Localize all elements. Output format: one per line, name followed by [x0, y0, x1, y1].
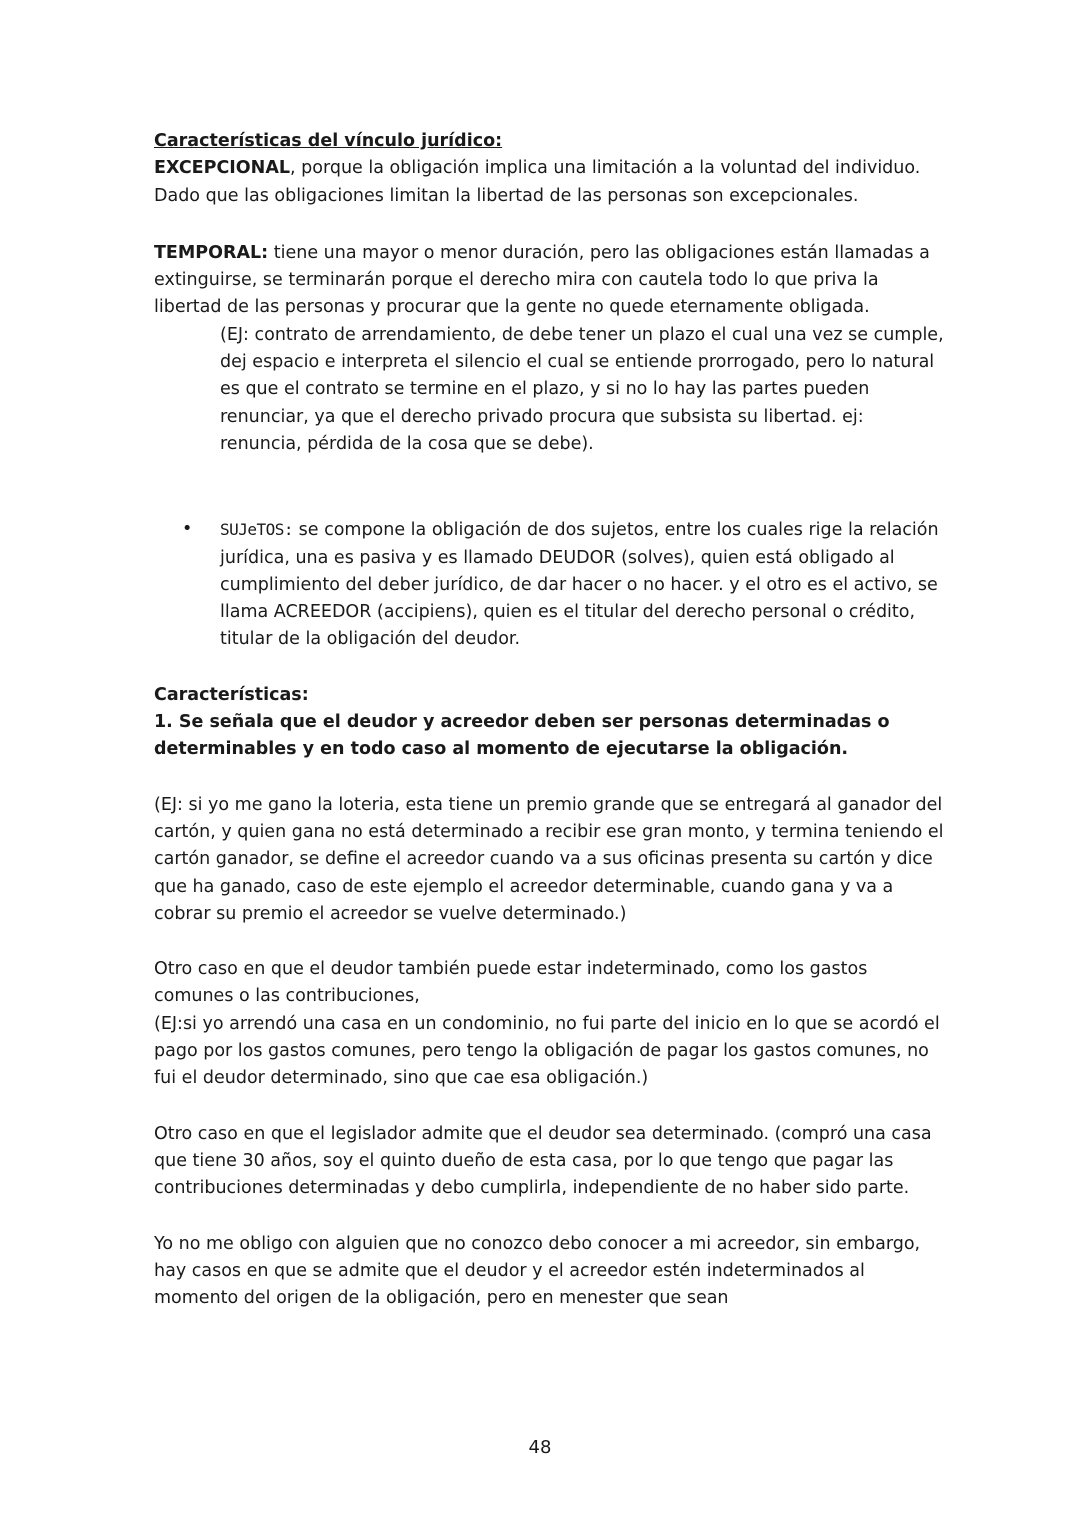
section-heading-caracteristicas: Características: — [154, 684, 309, 705]
section-heading-vinculo: Características del vínculo jurídico: — [154, 131, 503, 151]
bullet-icon: • — [182, 519, 193, 540]
term-temporal: TEMPORAL: — [154, 242, 269, 263]
example-condominio: (EJ:si yo arrendó una casa en un condominio, no fui parte del inicio en lo que se acordó el pago por los gastos comunes, pero tengo la obligación de pagar los gastos comunes, no fui el deudor determinado, sino que cae esa obligación.) — [154, 1013, 940, 1089]
paragraph-otro-caso-deudor: Otro caso en que el deudor también puede estar indeterminado, como los gastos comunes o las contribuciones, — [154, 959, 868, 1007]
term-sujetos: SUJeTOS: — [220, 520, 294, 540]
example-loteria: (EJ: si yo me gano la loteria, esta tiene un premio grande que se entregará al ganador del cartón, y quien gana no está determinado a recibir ese gran monto, y termina teniendo el cartón ganador, se define el acreedor cuando va a sus oficinas presenta su cartón y dice que ha ganado, caso de este ejemplo el acreedor determinable, cuando gana y va a cobrar su premio el acreedor se vuelve determinado.) — [154, 794, 944, 924]
paragraph-excepcional — [154, 155, 944, 210]
paragraph-closing: Yo no me obligo con alguien que no conozco debo conocer a mi acreedor, sin embargo, hay casos en que se admite que el deudor y el acreedor estén indeterminados al momento del origen de la obligación, pero en menester que sean — [154, 1233, 921, 1309]
point-1: 1. Se señala que el deudor y acreedor deben ser personas determinadas o determinables y en todo caso al momento de ejecutarse la obligación. — [154, 712, 890, 760]
excepcional-text: , porque la obligación implica una limitación a la voluntad del individuo. Dado que las obligaciones limitan la libertad de las personas son excepcionales. — [154, 158, 921, 206]
paragraph-temporal — [154, 240, 944, 322]
temporal-text: tiene una mayor o menor duración, pero las obligaciones están llamadas a extinguirse, se terminarán porque el derecho mira con cautela todo lo que priva la libertad de las personas y procurar que la gente no quede eternamente obligada. — [154, 242, 930, 318]
term-excepcional: EXCEPCIONAL — [154, 158, 291, 179]
sujetos-text: se compone la obligación de dos sujetos, entre los cuales rige la relación jurídica, una es pasiva y es llamado DEUDOR (solves), quien está obligado al cumplimiento del deber jurídico, de dar hacer o no hacer. y el otro es el activo, se llama ACREEDOR (accipiens), quien es el titular del derecho personal o crédito, titular de la obligación del deudor. — [220, 520, 939, 650]
paragraph-otro-caso-legislador: Otro caso en que el legislador admite que el deudor sea determinado. (compró una casa que tiene 30 años, soy el quinto dueño de esta casa, por lo que tengo que pagar las contribuciones determinadas y debo cumplirla, independiente de no haber sido parte. — [154, 1123, 932, 1199]
document-body — [154, 128, 944, 1312]
list-item-sujetos — [154, 516, 944, 653]
page-number: 48 — [528, 1437, 552, 1458]
temporal-example: (EJ: contrato de arrendamiento, de debe tener un plazo el cual una vez se cumple, dej espacio e interpreta el silencio el cual se entiende prorrogado, pero lo natural es que el contrato se termine en el plazo, y si no lo hay las partes pueden renunciar, ya que el derecho privado procura que subsista su libertad. ej: renuncia, pérdida de la cosa que se debe). — [220, 324, 944, 454]
